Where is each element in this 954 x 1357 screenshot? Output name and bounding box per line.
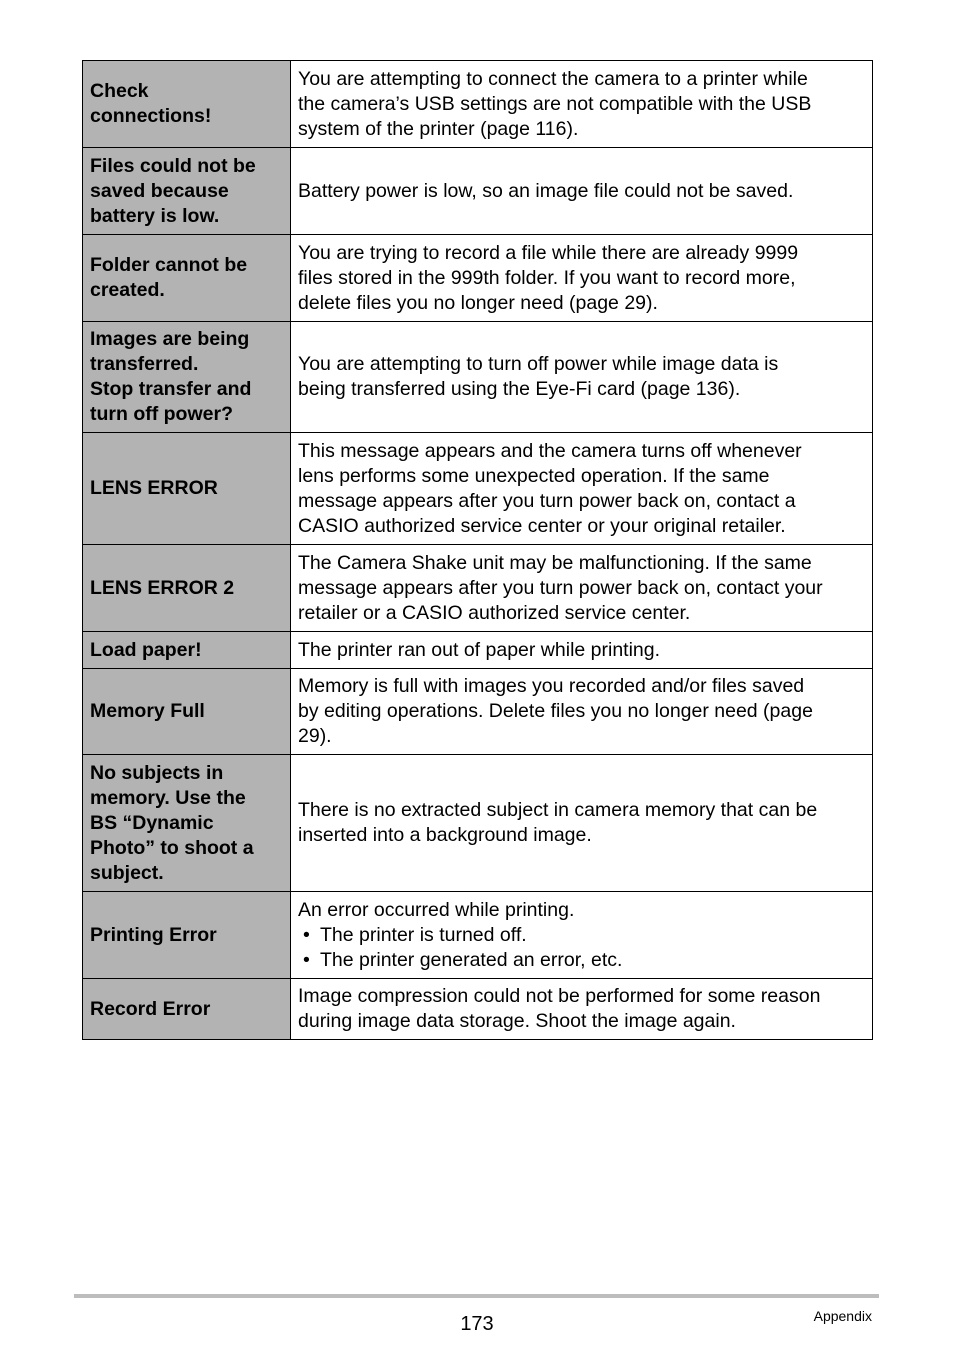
explanation-text: files stored in the 999th folder. If you want to record more, bbox=[298, 266, 796, 289]
message-cell bbox=[83, 433, 291, 545]
table-row bbox=[83, 235, 873, 322]
message-text: transferred. bbox=[90, 353, 199, 375]
message-text: Images are being bbox=[90, 328, 250, 350]
table-row bbox=[83, 545, 873, 632]
error-message-table bbox=[82, 60, 873, 1040]
message-cell bbox=[83, 979, 291, 1040]
bullet-item: • The printer generated an error, etc. bbox=[298, 948, 865, 973]
message-text: turn off power? bbox=[90, 403, 233, 425]
table-row bbox=[83, 148, 873, 235]
message-text: BS “Dynamic bbox=[90, 811, 214, 834]
explanation-text: Memory is full with images you recorded and/or files saved bbox=[298, 675, 805, 697]
message-cell bbox=[83, 755, 291, 892]
message-text: LENS ERROR 2 bbox=[90, 576, 235, 599]
explanation-text: the camera’s USB settings are not compatible with the USB bbox=[298, 92, 812, 115]
message-text: created. bbox=[90, 279, 165, 301]
message-cell bbox=[83, 545, 291, 632]
message-text: memory. Use the bbox=[90, 786, 246, 809]
explanation-text: The Camera Shake unit may be malfunctioning. If the same bbox=[298, 551, 812, 574]
message-text: Record Error bbox=[90, 997, 211, 1020]
message-cell bbox=[83, 669, 291, 755]
message-text: connections! bbox=[90, 105, 212, 127]
explanation-text: The printer ran out of paper while printing. bbox=[298, 638, 661, 661]
explanation-cell bbox=[291, 669, 873, 755]
error-message-table-body bbox=[83, 61, 873, 1040]
message-text: LENS ERROR bbox=[90, 477, 218, 499]
explanation-cell bbox=[291, 61, 873, 148]
table-row bbox=[83, 892, 873, 979]
explanation-text: CASIO authorized service center or your original retailer. bbox=[298, 514, 786, 537]
table-row bbox=[83, 322, 873, 433]
explanation-text: An error occurred while printing. bbox=[298, 898, 575, 921]
explanation-cell bbox=[291, 148, 873, 235]
section-label: Appendix bbox=[813, 1308, 872, 1324]
message-text: Folder cannot be bbox=[90, 254, 248, 276]
message-cell bbox=[83, 148, 291, 235]
explanation-text: system of the printer (page 116). bbox=[298, 117, 579, 140]
message-text: No subjects in bbox=[90, 761, 224, 784]
message-cell bbox=[83, 632, 291, 669]
explanation-cell bbox=[291, 892, 873, 979]
explanation-cell bbox=[291, 235, 873, 322]
explanation-cell bbox=[291, 433, 873, 545]
explanation-text: during image data storage. Shoot the image again. bbox=[298, 1010, 736, 1032]
explanation-text: delete files you no longer need (page 29). bbox=[298, 291, 658, 314]
explanation-cell bbox=[291, 755, 873, 892]
explanation-text: Battery power is low, so an image file could not be saved. bbox=[298, 179, 794, 202]
explanation-cell bbox=[291, 632, 873, 669]
message-text: saved because bbox=[90, 179, 229, 202]
message-text: Printing Error bbox=[90, 923, 217, 946]
message-text: subject. bbox=[90, 861, 164, 884]
table-row bbox=[83, 755, 873, 892]
table-row bbox=[83, 61, 873, 148]
explanation-cell bbox=[291, 979, 873, 1040]
explanation-text: You are attempting to turn off power while image data is bbox=[298, 353, 779, 375]
message-cell bbox=[83, 235, 291, 322]
explanation-text: retailer or a CASIO authorized service center. bbox=[298, 601, 691, 624]
message-cell bbox=[83, 892, 291, 979]
explanation-text: by editing operations. Delete files you no longer need (page bbox=[298, 700, 813, 722]
explanation-text: being transferred using the Eye-Fi card (page 136). bbox=[298, 378, 741, 400]
table-row bbox=[83, 433, 873, 545]
footer-rule bbox=[74, 1294, 879, 1298]
explanation-text: 29). bbox=[298, 725, 332, 747]
table-row bbox=[83, 632, 873, 669]
explanation-cell bbox=[291, 322, 873, 433]
explanation-text: There is no extracted subject in camera memory that can be bbox=[298, 799, 818, 821]
message-text: battery is low. bbox=[90, 204, 220, 227]
message-text: Load paper! bbox=[90, 638, 202, 661]
bullet-item: • The printer is turned off. bbox=[298, 923, 865, 948]
explanation-text: lens performs some unexpected operation. If the same bbox=[298, 464, 770, 487]
explanation-text: This message appears and the camera turns off whenever bbox=[298, 439, 802, 462]
message-text: Stop transfer and bbox=[90, 378, 252, 400]
explanation-text: message appears after you turn power back on, contact your bbox=[298, 576, 823, 599]
explanation-text: Image compression could not be performed for some reason bbox=[298, 985, 821, 1007]
message-text: Check bbox=[90, 80, 149, 102]
message-text: Files could not be bbox=[90, 154, 256, 177]
explanation-text: You are attempting to connect the camera to a printer while bbox=[298, 67, 808, 90]
table-row bbox=[83, 669, 873, 755]
message-text: Photo” to shoot a bbox=[90, 836, 254, 859]
message-cell bbox=[83, 322, 291, 433]
explanation-text: You are trying to record a file while there are already 9999 bbox=[298, 241, 799, 264]
page-number: 173 bbox=[460, 1313, 494, 1335]
explanation-cell bbox=[291, 545, 873, 632]
explanation-text: message appears after you turn power back on, contact a bbox=[298, 489, 796, 512]
message-text: Memory Full bbox=[90, 700, 205, 722]
table-row bbox=[83, 979, 873, 1040]
message-cell bbox=[83, 61, 291, 148]
explanation-text: inserted into a background image. bbox=[298, 824, 592, 846]
